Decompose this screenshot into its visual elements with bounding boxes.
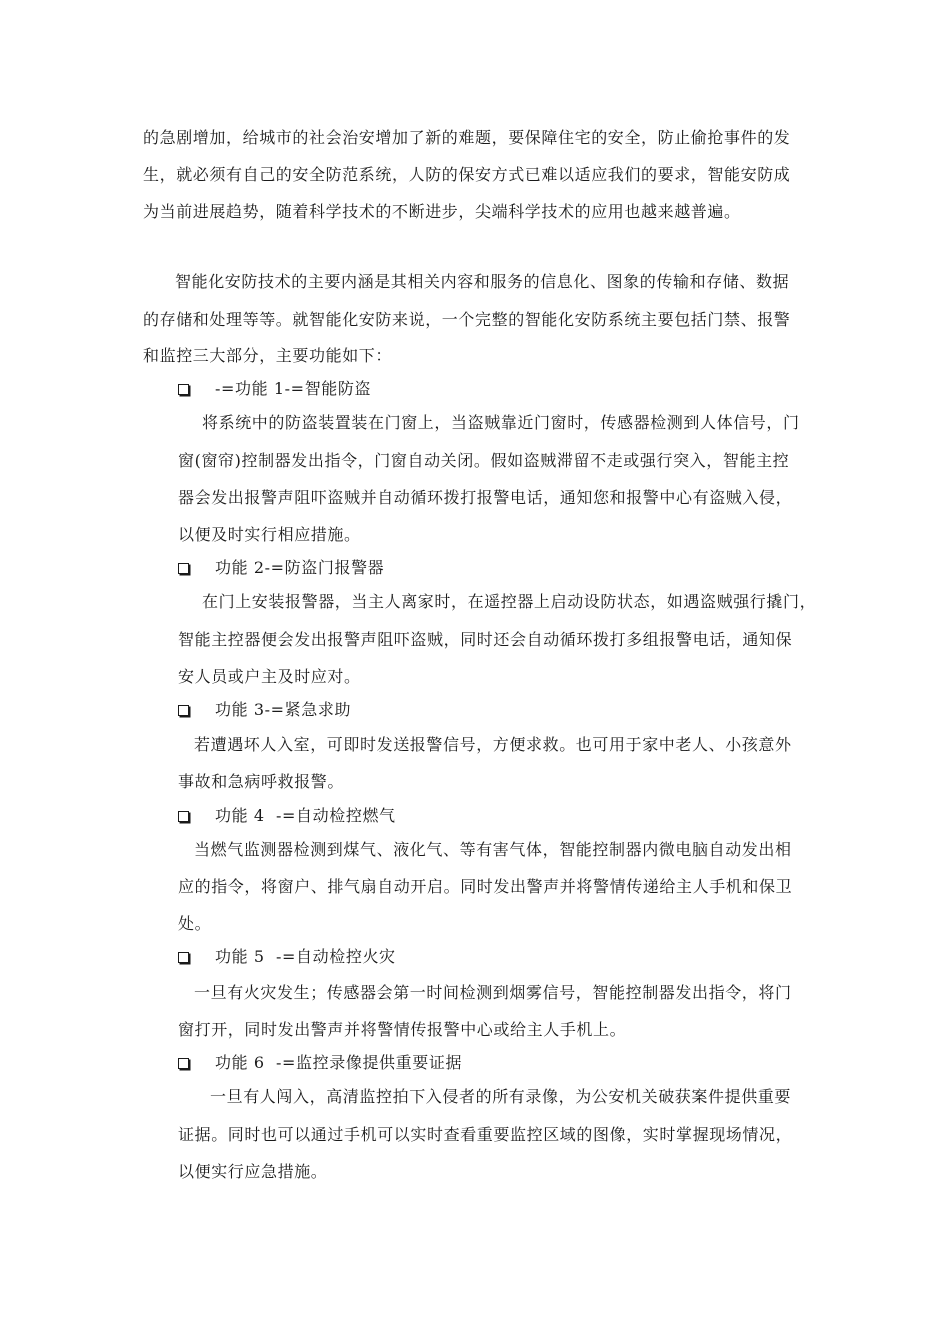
function-4-line-1: 当燃气监测器检测到煤气、液化气、等有害气体，智能控制器内微电脑自动发出相 [194, 840, 792, 859]
function-1-heading [178, 378, 371, 400]
function-3-line-1: 若遭遇坏人入室，可即时发送报警信号，方便求救。也可用于家中老人、小孩意外 [194, 735, 792, 754]
content-line-1: 智能化安防技术的主要内涵是其相关内容和服务的信息化、图象的传输和存储、数据 [175, 272, 790, 291]
function-6-title: 功能 6 -=监控录像提供重要证据 [215, 1053, 463, 1072]
function-2-title: 功能 2-=防盗门报警器 [215, 558, 385, 577]
function-2-line-2: 智能主控器便会发出报警声阻吓盗贼，同时还会自动循环拨打多组报警电话，通知保 [178, 630, 793, 649]
function-1-line-2: 窗(窗帘)控制器发出指令，门窗自动关闭。假如盗贼滞留不走或强行突入，智能主控 [178, 451, 790, 470]
checkbox-icon [178, 952, 189, 963]
function-2-line-3: 安人员或户主及时应对。 [178, 667, 361, 686]
function-4-title: 功能 4 -=自动检控燃气 [215, 806, 396, 825]
function-1-line-1: 将系统中的防盗装置装在门窗上，当盗贼靠近门窗时，传感器检测到人体信号，门 [202, 413, 800, 432]
checkbox-icon [178, 384, 189, 395]
function-4-line-3: 处。 [178, 914, 212, 933]
content-line-2: 的存储和处理等等。就智能化安防来说，一个完整的智能化安防系统主要包括门禁、报警 [143, 310, 791, 329]
intro-line-1: 的急剧增加，给城市的社会治安增加了新的难题，要保障住宅的安全，防止偷抢事件的发 [143, 128, 791, 147]
function-3-title: 功能 3-=紧急求助 [215, 700, 352, 719]
checkbox-icon [178, 705, 189, 716]
function-5-line-1: 一旦有火灾发生；传感器会第一时间检测到烟雾信号，智能控制器发出指令，将门 [194, 983, 792, 1002]
function-5-line-2: 窗打开，同时发出警声并将警情传报警中心或给主人手机上。 [178, 1020, 627, 1039]
intro-line-2: 生，就必须有自己的安全防范系统，人防的保安方式已难以适应我们的要求，智能安防成 [143, 165, 791, 184]
function-1-title: -=功能 1-=智能防盗 [215, 379, 372, 398]
function-2-line-1: 在门上安装报警器，当主人离家时，在遥控器上启动设防状态，如遇盗贼强行撬门， [202, 592, 817, 611]
function-4-heading [178, 805, 396, 827]
checkbox-icon [178, 1058, 189, 1069]
function-5-title: 功能 5 -=自动检控火灾 [215, 947, 396, 966]
function-4-line-2: 应的指令，将窗户、排气扇自动开启。同时发出警声并将警情传递给主人手机和保卫 [178, 877, 793, 896]
function-1-line-3: 器会发出报警声阻吓盗贼并自动循环拨打报警电话，通知您和报警中心有盗贼入侵， [178, 488, 793, 507]
function-6-line-2: 证据。同时也可以通过手机可以实时查看重要监控区域的图像，实时掌握现场情况， [178, 1125, 793, 1144]
function-3-heading [178, 699, 351, 721]
content-line-3: 和监控三大部分，主要功能如下： [143, 346, 393, 365]
checkbox-icon [178, 811, 189, 822]
function-6-line-1: 一旦有人闯入，高清监控拍下入侵者的所有录像，为公安机关破获案件提供重要 [210, 1087, 792, 1106]
checkbox-icon [178, 563, 189, 574]
function-6-line-3: 以便实行应急措施。 [178, 1162, 328, 1181]
function-6-heading [178, 1052, 462, 1074]
intro-line-3: 为当前进展趋势，随着科学技术的不断进步，尖端科学技术的应用也越来越普遍。 [143, 202, 741, 221]
function-2-heading [178, 557, 384, 579]
function-5-heading [178, 946, 396, 968]
function-3-line-2: 事故和急病呼救报警。 [178, 772, 345, 791]
function-1-line-4: 以便及时实行相应措施。 [178, 525, 361, 544]
